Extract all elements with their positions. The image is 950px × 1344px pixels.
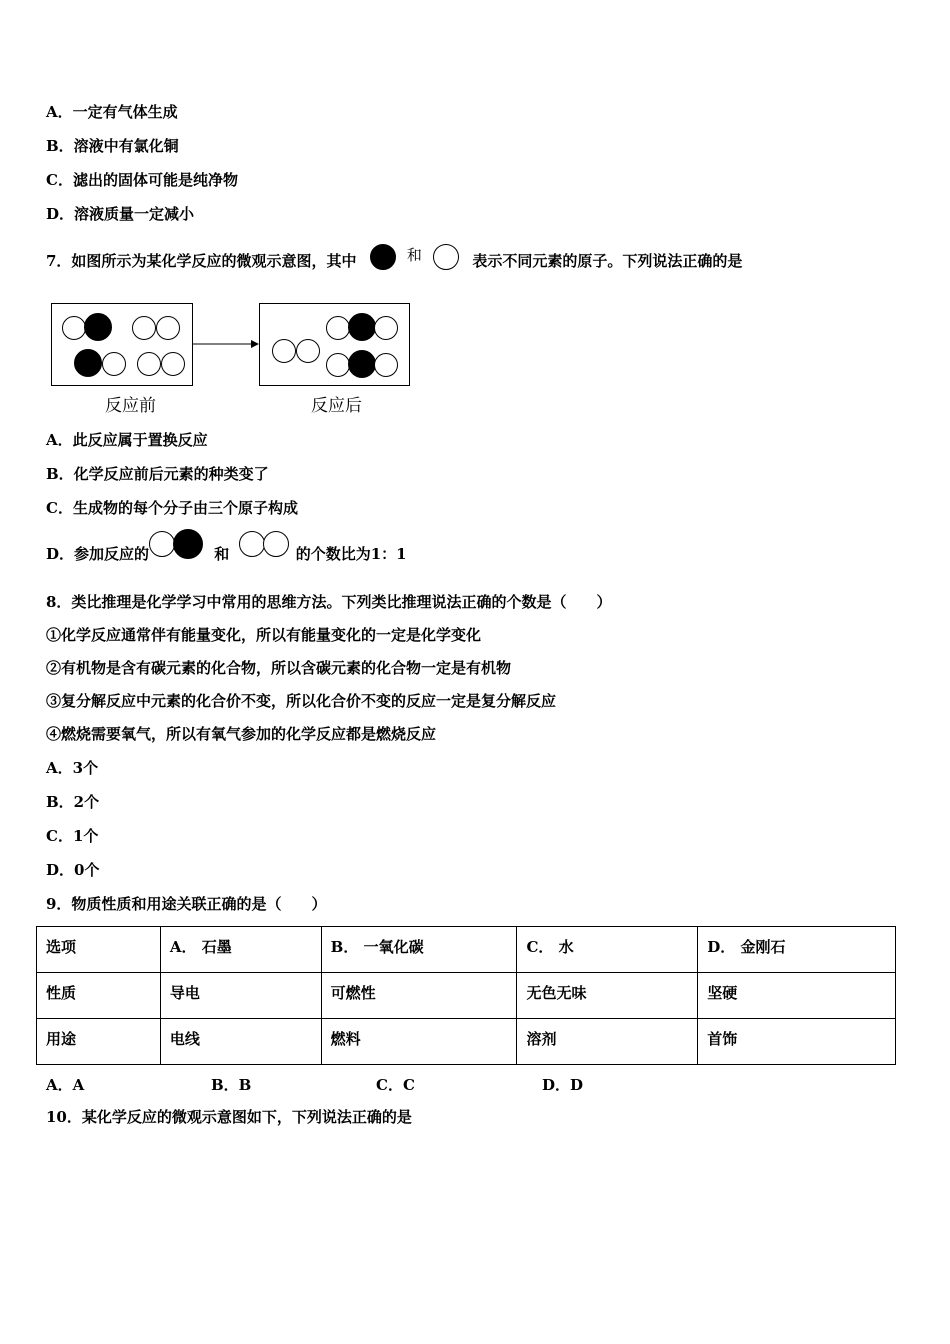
white-atom-icon [161, 352, 185, 376]
q7-option-d [46, 544, 407, 565]
black-atom-icon [74, 349, 102, 377]
q9-table [36, 926, 896, 1065]
q7-stem-and: 和 [406, 246, 422, 264]
q9-stem: 9．物质性质和用途关联正确的是（ ） [46, 895, 327, 913]
table-cell: 性质 [37, 973, 161, 1019]
q9-option-c: C．C [376, 1076, 415, 1094]
q7-option-b: B．化学反应前后元素的种类变了 [46, 465, 269, 483]
table-cell: D． 金刚石 [698, 927, 896, 973]
white-atom-icon [156, 316, 180, 340]
q6-option-d: D．溶液质量一定减小 [46, 205, 195, 223]
table-cell: 首饰 [698, 1019, 896, 1065]
white-atom-icon [374, 316, 398, 340]
table-cell: 导电 [160, 973, 321, 1019]
caption-after: 反应后 [311, 396, 362, 416]
table-cell: 溶剂 [517, 1019, 698, 1065]
table-cell: 坚硬 [698, 973, 896, 1019]
white-atom-icon [62, 316, 86, 340]
q8-option-c: C．1个 [46, 827, 99, 845]
q7-option-d-suffix: 的个数比为1：1 [295, 545, 407, 563]
table-cell: 电线 [160, 1019, 321, 1065]
white-atom-icon [296, 339, 320, 363]
q7-option-d-and: 和 [214, 545, 230, 563]
q7-option-a: A．此反应属于置换反应 [46, 431, 208, 449]
table-row [37, 1019, 896, 1065]
q8-stem: 8．类比推理是化学学习中常用的思维方法。下列类比推理说法正确的个数是（ ） [46, 593, 612, 611]
white-atom-icon [374, 353, 398, 377]
table-cell: 可燃性 [321, 973, 517, 1019]
table-cell: B． 一氧化碳 [321, 927, 517, 973]
table-cell: 燃料 [321, 1019, 517, 1065]
white-atom-icon [433, 244, 459, 270]
q7-stem [46, 246, 743, 271]
q10-stem: 10．某化学反应的微观示意图如下，下列说法正确的是 [46, 1108, 412, 1126]
q6-option-b: B．溶液中有氯化铜 [46, 137, 179, 155]
q8-statement-3: ③复分解反应中元素的化合价不变，所以化合价不变的反应一定是复分解反应 [46, 692, 557, 710]
q6-option-a: A．一定有气体生成 [46, 103, 178, 121]
table-cell: 选项 [37, 927, 161, 973]
q8-option-a: A．3个 [46, 759, 99, 777]
white-atom-icon [326, 353, 350, 377]
q7-stem-before: 7．如图所示为某化学反应的微观示意图，其中 [46, 252, 357, 270]
molecule-white-white-icon [239, 545, 291, 565]
q6-option-c: C．滤出的固体可能是纯净物 [46, 171, 238, 189]
q8-statement-2: ②有机物是含有碳元素的化合物，所以含碳元素的化合物一定是有机物 [46, 659, 512, 677]
q8-statement-1: ①化学反应通常伴有能量变化，所以有能量变化的一定是化学变化 [46, 626, 482, 644]
white-atom-icon [137, 352, 161, 376]
q8-option-b: B．2个 [46, 793, 100, 811]
q9-option-b: B．B [211, 1076, 252, 1094]
white-atom-icon [102, 352, 126, 376]
black-atom-icon [84, 313, 112, 341]
white-atom-icon [272, 339, 296, 363]
q7-option-c: C．生成物的每个分子由三个原子构成 [46, 499, 298, 517]
q8-option-d: D．0个 [46, 861, 100, 879]
q7-stem-after: 表示不同元素的原子。下列说法正确的是 [472, 252, 743, 270]
white-atom-icon [326, 316, 350, 340]
q8-statement-4: ④燃烧需要氧气，所以有氧气参加的化学反应都是燃烧反应 [46, 725, 437, 743]
reaction-arrow-icon [193, 338, 259, 350]
black-atom-icon [348, 350, 376, 378]
q9-option-d: D．D [542, 1076, 584, 1094]
black-atom-icon [370, 244, 396, 270]
before-reaction-box [51, 303, 193, 386]
after-reaction-box [259, 303, 410, 386]
q7-option-d-prefix: D．参加反应的 [46, 545, 150, 563]
black-atom-icon [348, 313, 376, 341]
table-cell: 用途 [37, 1019, 161, 1065]
q9-option-a: A．A [46, 1076, 85, 1094]
table-row [37, 927, 896, 973]
caption-before: 反应前 [105, 396, 156, 416]
molecule-white-black-icon [149, 545, 205, 565]
table-cell: C． 水 [517, 927, 698, 973]
table-row [37, 973, 896, 1019]
table-cell: A． 石墨 [160, 927, 321, 973]
white-atom-icon [132, 316, 156, 340]
table-cell: 无色无味 [517, 973, 698, 1019]
